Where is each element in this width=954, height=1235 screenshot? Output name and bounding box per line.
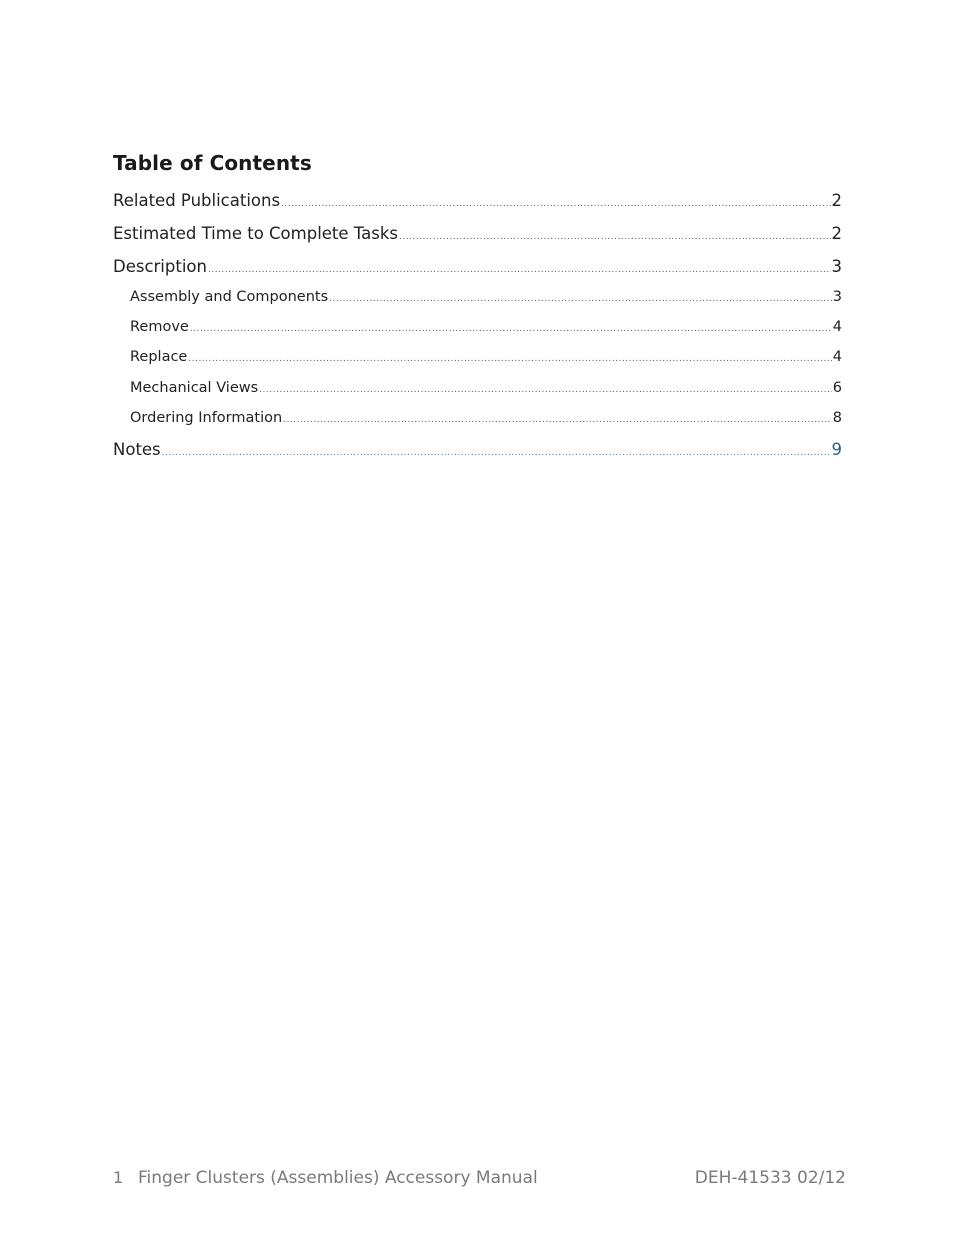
toc-entry-page: 4: [832, 319, 842, 336]
footer-document-title: Finger Clusters (Assemblies) Accessory Manual: [138, 1168, 538, 1188]
toc-entry-label: Replace: [130, 349, 188, 366]
toc-entry-label: Mechanical Views: [130, 379, 259, 396]
toc-entry-label: Remove: [130, 319, 189, 336]
toc-entry-page: 4: [832, 349, 842, 366]
toc-entry-page: 2: [831, 224, 842, 243]
toc-entry-page: 3: [831, 256, 842, 276]
footer-document-id: DEH-41533 02/12: [694, 1168, 846, 1188]
toc-entry-page: 2: [831, 191, 842, 210]
toc-dot-leader: [399, 224, 830, 250]
toc-entry-description[interactable]: [113, 254, 842, 287]
toc-entry-page: 3: [832, 289, 842, 305]
toc-title: Table of Contents: [113, 151, 312, 175]
toc-entry-related-publications[interactable]: [113, 188, 842, 221]
toc-entry-replace[interactable]: [113, 346, 842, 376]
toc-entry-ordering-information[interactable]: [113, 407, 842, 437]
toc-entry-notes[interactable]: [113, 437, 842, 470]
toc-dot-leader: [281, 191, 830, 217]
toc-entry-label: Notes: [113, 439, 161, 459]
toc-dot-leader: [188, 348, 831, 370]
toc-entry-label: Estimated Time to Complete Tasks: [113, 224, 399, 243]
toc-entry-page: 6: [832, 379, 842, 396]
toc-entry-estimated-time[interactable]: [113, 221, 842, 254]
toc-dot-leader: [283, 409, 832, 431]
toc-entry-page: 8: [832, 409, 842, 426]
toc-dot-leader: [329, 288, 832, 310]
toc-entry-assembly-and-components[interactable]: [113, 286, 842, 316]
toc-dot-leader: [208, 257, 831, 283]
toc-dot-leader: [259, 379, 832, 401]
toc-entry-label: Ordering Information: [130, 409, 283, 426]
toc-list: [113, 188, 842, 469]
toc-entry-remove[interactable]: [113, 316, 842, 346]
toc-entry-label: Assembly and Components: [130, 289, 329, 305]
toc-dot-leader: [190, 318, 832, 340]
toc-entry-label: Related Publications: [113, 191, 281, 210]
toc-entry-label: Description: [113, 256, 207, 276]
toc-entry-page: 9: [831, 439, 842, 459]
footer-page-number: 1: [113, 1168, 124, 1187]
toc-dot-leader: [162, 440, 831, 466]
toc-entry-mechanical-views[interactable]: [113, 377, 842, 407]
